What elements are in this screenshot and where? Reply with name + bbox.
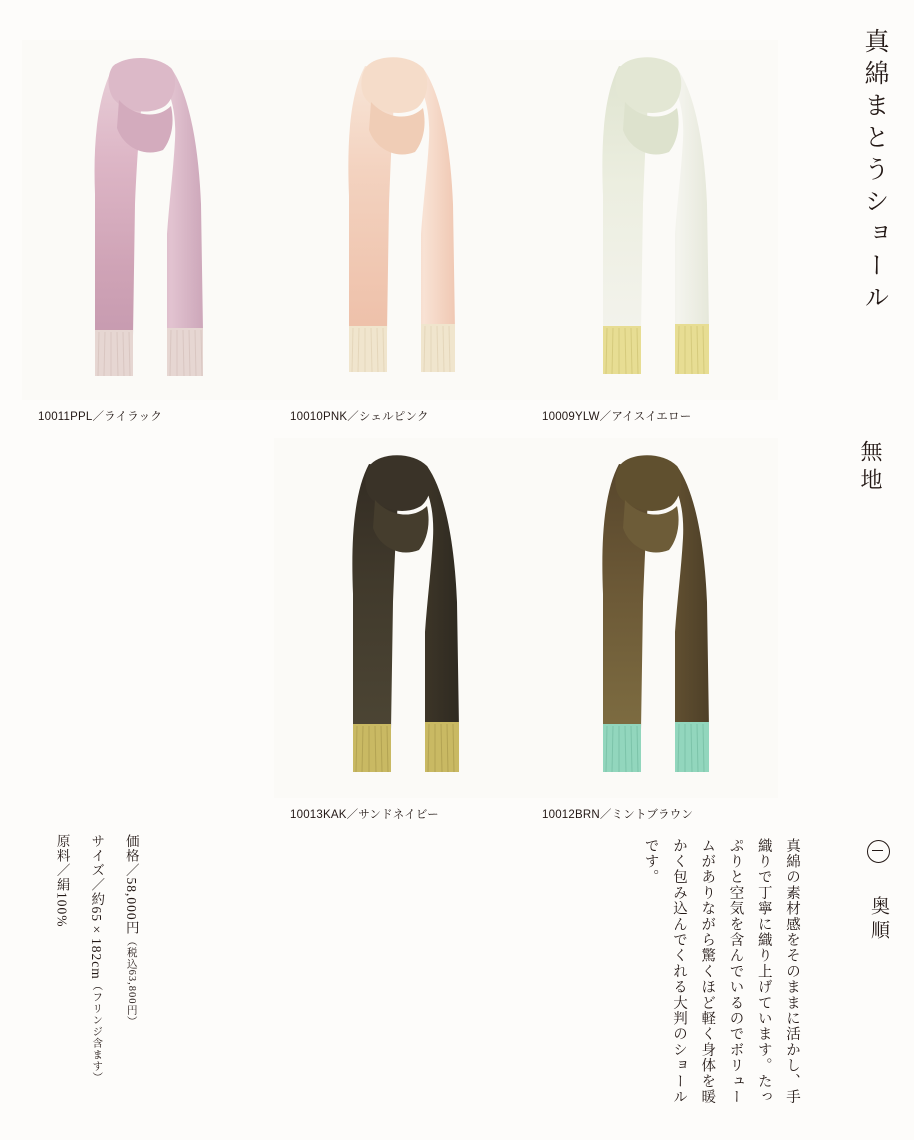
product-card[interactable]	[22, 40, 274, 424]
product-photo	[274, 438, 526, 798]
product-row	[274, 438, 782, 822]
product-caption: 10012BRN／ミントブラウン	[542, 809, 694, 821]
product-photo	[526, 40, 778, 400]
product-row	[22, 40, 782, 424]
footer-text-area	[0, 820, 914, 1140]
product-photo	[526, 438, 778, 798]
brand-mark	[865, 840, 892, 944]
scarf-illustration-sand-navy	[331, 452, 469, 782]
spec-list	[38, 834, 142, 1124]
spec-size-label: サイズ／約65×182cm	[89, 834, 105, 980]
scarf-illustration-lilac	[79, 54, 217, 384]
product-caption: 10009YLW／アイスイエロー	[542, 411, 692, 423]
product-card[interactable]	[274, 438, 526, 822]
circle-dash-icon	[867, 840, 890, 863]
spec-price-label: 価格／58,000円	[123, 834, 139, 936]
product-card[interactable]	[274, 40, 526, 424]
page-title: 真綿まとうショール	[861, 28, 888, 316]
product-caption: 10011PPL／ライラック	[38, 411, 163, 423]
scarf-illustration-shell-pink	[331, 54, 469, 384]
product-caption: 10010PNK／シェルピンク	[290, 411, 429, 423]
spec-price	[107, 834, 142, 1124]
spec-material: 原料／絹100%	[54, 834, 70, 928]
spec-size-note: （フリンジ含ます）	[91, 979, 103, 1084]
spec-price-tax: （税込63,800円）	[125, 935, 137, 1028]
product-photo	[274, 40, 526, 400]
product-description: 真綿の素材感をそのままに活かし、手織りで丁寧に織り上げています。たっぷりと空気を含んでいるのでボリュームがありながら驚くほど軽く身体を暖かく包み込んでくれる大判のショールです。	[642, 838, 800, 1105]
product-grid	[22, 40, 782, 822]
scarf-illustration-mint-brown	[583, 452, 721, 782]
page-subtitle: 無地	[858, 440, 883, 496]
product-caption: 10013KAK／サンドネイビー	[290, 809, 439, 821]
product-photo	[22, 40, 274, 400]
spec-size	[73, 834, 108, 1124]
scarf-illustration-ice-yellow	[583, 54, 721, 384]
brand-name: 奥順	[868, 896, 889, 944]
product-card[interactable]	[526, 40, 778, 424]
product-card[interactable]	[526, 438, 778, 822]
